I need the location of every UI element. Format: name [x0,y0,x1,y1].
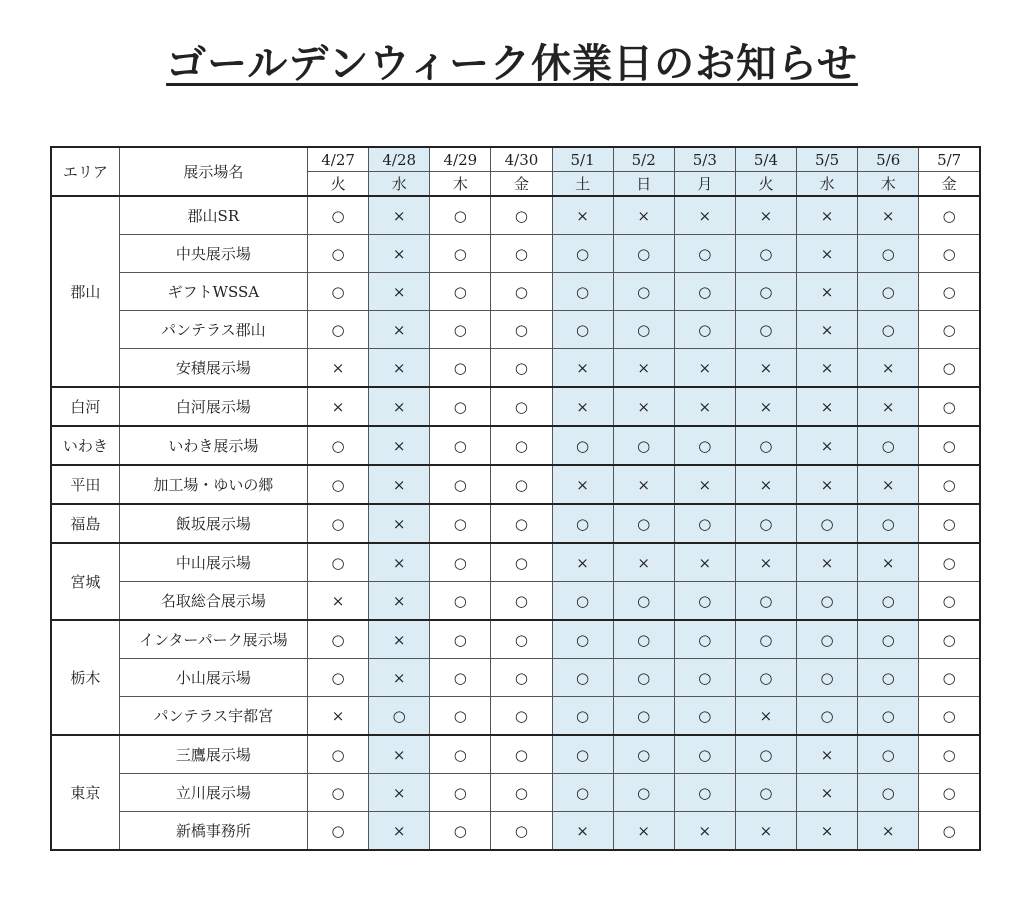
status-mark: × [552,543,613,582]
table-row [51,273,980,311]
table-row [51,311,980,349]
status-mark: × [674,196,735,235]
status-mark: × [552,196,613,235]
venue-name-cell: インターパーク展示場 [119,620,307,659]
status-mark: × [308,582,369,621]
status-mark: × [369,659,430,697]
weekday-header: 水 [369,172,430,197]
weekday-header: 月 [674,172,735,197]
status-mark: ○ [797,620,858,659]
status-mark: ○ [674,735,735,774]
status-mark: ○ [430,349,491,388]
status-mark: × [735,697,796,736]
venue-name-cell: 加工場・ゆいの郷 [119,465,307,504]
status-mark: × [369,582,430,621]
table-row [51,387,980,426]
status-mark: ○ [919,812,980,851]
area-cell: 平田 [51,465,119,504]
status-mark: × [613,465,674,504]
status-mark: × [858,543,919,582]
status-mark: ○ [919,387,980,426]
status-mark: ○ [491,735,552,774]
status-mark: ○ [430,465,491,504]
date-header: 5/1 [552,147,613,172]
venue-name-cell: いわき展示場 [119,426,307,465]
weekday-header: 火 [308,172,369,197]
status-mark: ○ [797,504,858,543]
status-mark: × [797,235,858,273]
status-mark: ○ [858,273,919,311]
status-mark: × [369,504,430,543]
status-mark: × [797,774,858,812]
status-mark: ○ [552,697,613,736]
status-mark: ○ [430,273,491,311]
status-mark: × [369,235,430,273]
status-mark: ○ [919,620,980,659]
status-mark: ○ [735,426,796,465]
area-cell: 白河 [51,387,119,426]
status-mark: ○ [735,620,796,659]
status-mark: ○ [858,582,919,621]
status-mark: × [858,387,919,426]
status-mark: × [369,387,430,426]
table-row [51,426,980,465]
table-row [51,774,980,812]
status-mark: ○ [491,387,552,426]
status-mark: × [369,311,430,349]
status-mark: × [735,543,796,582]
table-row [51,196,980,235]
table-row [51,812,980,851]
status-mark: ○ [308,735,369,774]
status-mark: ○ [308,812,369,851]
status-mark: ○ [552,620,613,659]
status-mark: × [613,196,674,235]
venue-name-cell: 三鷹展示場 [119,735,307,774]
date-header: 5/2 [613,147,674,172]
status-mark: × [858,465,919,504]
status-mark: × [735,465,796,504]
status-mark: ○ [797,697,858,736]
status-mark: × [797,465,858,504]
venue-name-cell: 安積展示場 [119,349,307,388]
status-mark: × [369,774,430,812]
status-mark: ○ [735,235,796,273]
venue-name-cell: 名取総合展示場 [119,582,307,621]
date-header: 5/5 [797,147,858,172]
status-mark: × [308,349,369,388]
status-mark: ○ [858,426,919,465]
status-mark: ○ [858,504,919,543]
status-mark: × [797,735,858,774]
venue-name-cell: 中山展示場 [119,543,307,582]
status-mark: ○ [491,196,552,235]
venue-name-cell: パンテラス宇都宮 [119,697,307,736]
status-mark: ○ [552,582,613,621]
status-mark: ○ [491,543,552,582]
status-mark: ○ [735,311,796,349]
status-mark: × [552,465,613,504]
weekday-header: 火 [735,172,796,197]
status-mark: × [797,426,858,465]
status-mark: × [797,812,858,851]
table-row [51,543,980,582]
venue-name-cell: パンテラス郡山 [119,311,307,349]
status-mark: ○ [858,774,919,812]
area-cell: 東京 [51,735,119,850]
status-mark: ○ [308,196,369,235]
status-mark: ○ [919,273,980,311]
status-mark: ○ [308,620,369,659]
status-mark: ○ [491,582,552,621]
status-mark: ○ [430,735,491,774]
status-mark: ○ [919,311,980,349]
status-mark: ○ [858,659,919,697]
status-mark: ○ [797,659,858,697]
weekday-header: 木 [858,172,919,197]
status-mark: × [613,349,674,388]
status-mark: ○ [858,697,919,736]
status-mark: ○ [491,273,552,311]
status-mark: ○ [613,273,674,311]
table-row [51,620,980,659]
status-mark: ○ [674,582,735,621]
status-mark: ○ [491,659,552,697]
status-mark: ○ [613,697,674,736]
table-row [51,697,980,736]
status-mark: ○ [674,774,735,812]
holiday-schedule-table [50,146,981,851]
venue-name-cell: 小山展示場 [119,659,307,697]
status-mark: ○ [430,812,491,851]
date-header: 4/29 [430,147,491,172]
status-mark: ○ [552,504,613,543]
status-mark: × [735,349,796,388]
venue-name-cell: 郡山SR [119,196,307,235]
venue-name-cell: 中央展示場 [119,235,307,273]
area-cell: 郡山 [51,196,119,387]
status-mark: ○ [858,735,919,774]
status-mark: × [735,812,796,851]
weekday-header: 水 [797,172,858,197]
date-header: 5/7 [919,147,980,172]
weekday-header: 金 [919,172,980,197]
table-row [51,504,980,543]
status-mark: ○ [674,235,735,273]
status-mark: × [369,273,430,311]
status-mark: ○ [674,697,735,736]
date-header: 4/28 [369,147,430,172]
status-mark: ○ [674,426,735,465]
status-mark: × [797,349,858,388]
date-header: 4/30 [491,147,552,172]
status-mark: ○ [430,582,491,621]
status-mark: ○ [919,697,980,736]
status-mark: ○ [919,349,980,388]
status-mark: × [858,349,919,388]
status-mark: ○ [308,774,369,812]
status-mark: ○ [552,659,613,697]
status-mark: ○ [613,426,674,465]
status-mark: ○ [552,273,613,311]
status-mark: ○ [552,735,613,774]
status-mark: ○ [858,311,919,349]
status-mark: ○ [491,235,552,273]
status-mark: × [308,387,369,426]
status-mark: × [797,196,858,235]
date-header: 4/27 [308,147,369,172]
status-mark: ○ [674,659,735,697]
date-header: 5/3 [674,147,735,172]
status-mark: × [369,465,430,504]
venue-name-cell: 新橋事務所 [119,812,307,851]
status-mark: ○ [919,426,980,465]
status-mark: ○ [308,543,369,582]
status-mark: ○ [735,273,796,311]
weekday-header: 土 [552,172,613,197]
table-row [51,349,980,388]
status-mark: ○ [735,504,796,543]
status-mark: ○ [430,774,491,812]
status-mark: × [552,387,613,426]
status-mark: × [552,812,613,851]
status-mark: ○ [491,465,552,504]
status-mark: ○ [613,620,674,659]
venue-name-cell: 白河展示場 [119,387,307,426]
weekday-header: 日 [613,172,674,197]
status-mark: ○ [613,774,674,812]
status-mark: × [369,735,430,774]
status-mark: ○ [613,659,674,697]
status-mark: ○ [430,697,491,736]
venue-name-cell: 飯坂展示場 [119,504,307,543]
table-header [51,147,980,196]
status-mark: ○ [613,582,674,621]
area-cell: 福島 [51,504,119,543]
status-mark: ○ [552,774,613,812]
status-mark: ○ [308,311,369,349]
status-mark: ○ [919,543,980,582]
status-mark: ○ [919,659,980,697]
status-mark: ○ [491,426,552,465]
status-mark: ○ [919,235,980,273]
table-row [51,235,980,273]
status-mark: ○ [308,504,369,543]
status-mark: × [613,812,674,851]
status-mark: × [858,196,919,235]
status-mark: × [369,543,430,582]
status-mark: ○ [430,387,491,426]
status-mark: ○ [491,311,552,349]
status-mark: ○ [430,543,491,582]
table-row [51,582,980,621]
status-mark: × [552,349,613,388]
status-mark: ○ [919,465,980,504]
status-mark: ○ [613,235,674,273]
status-mark: × [613,543,674,582]
status-mark: ○ [552,426,613,465]
venue-name-cell: ギフトWSSA [119,273,307,311]
table-row [51,659,980,697]
area-cell: いわき [51,426,119,465]
status-mark: × [674,543,735,582]
status-mark: × [674,349,735,388]
venue-name-cell: 立川展示場 [119,774,307,812]
status-mark: ○ [674,620,735,659]
status-mark: ○ [308,426,369,465]
status-mark: ○ [919,735,980,774]
status-mark: × [369,196,430,235]
status-mark: ○ [491,697,552,736]
status-mark: ○ [613,504,674,543]
status-mark: × [613,387,674,426]
date-header: 5/4 [735,147,796,172]
status-mark: × [674,465,735,504]
status-mark: ○ [613,311,674,349]
status-mark: × [735,196,796,235]
status-mark: ○ [491,774,552,812]
status-mark: × [674,387,735,426]
status-mark: × [369,812,430,851]
weekday-header: 木 [430,172,491,197]
status-mark: ○ [797,582,858,621]
status-mark: ○ [674,504,735,543]
status-mark: ○ [430,620,491,659]
status-mark: × [735,387,796,426]
status-mark: ○ [674,311,735,349]
status-mark: ○ [919,196,980,235]
area-column-header: エリア [51,147,119,196]
status-mark: × [797,311,858,349]
status-mark: ○ [919,774,980,812]
status-mark: ○ [491,620,552,659]
status-mark: ○ [430,235,491,273]
status-mark: × [674,812,735,851]
status-mark: × [369,620,430,659]
status-mark: ○ [735,582,796,621]
status-mark: ○ [735,774,796,812]
status-mark: × [797,387,858,426]
date-header: 5/6 [858,147,919,172]
weekday-header: 金 [491,172,552,197]
status-mark: ○ [552,235,613,273]
status-mark: × [369,426,430,465]
status-mark: × [797,273,858,311]
status-mark: ○ [735,659,796,697]
venue-column-header: 展示場名 [119,147,307,196]
table-row [51,465,980,504]
status-mark: ○ [430,426,491,465]
status-mark: × [797,543,858,582]
status-mark: ○ [430,311,491,349]
table-row [51,735,980,774]
status-mark: ○ [858,620,919,659]
status-mark: ○ [308,659,369,697]
area-cell: 宮城 [51,543,119,620]
status-mark: × [369,349,430,388]
status-mark: ○ [430,504,491,543]
status-mark: ○ [919,504,980,543]
status-mark: ○ [552,311,613,349]
status-mark: ○ [919,582,980,621]
status-mark: ○ [491,504,552,543]
status-mark: ○ [674,273,735,311]
status-mark: ○ [735,735,796,774]
status-mark: ○ [491,812,552,851]
status-mark: ○ [613,735,674,774]
status-mark: ○ [308,465,369,504]
status-mark: ○ [308,235,369,273]
status-mark: × [858,812,919,851]
status-mark: ○ [858,235,919,273]
status-mark: ○ [308,273,369,311]
status-mark: × [308,697,369,736]
status-mark: ○ [430,659,491,697]
page-title: ゴールデンウィーク休業日のお知らせ [166,41,858,87]
status-mark: ○ [491,349,552,388]
area-cell: 栃木 [51,620,119,735]
table-body [51,196,980,850]
status-mark: ○ [369,697,430,736]
status-mark: ○ [430,196,491,235]
